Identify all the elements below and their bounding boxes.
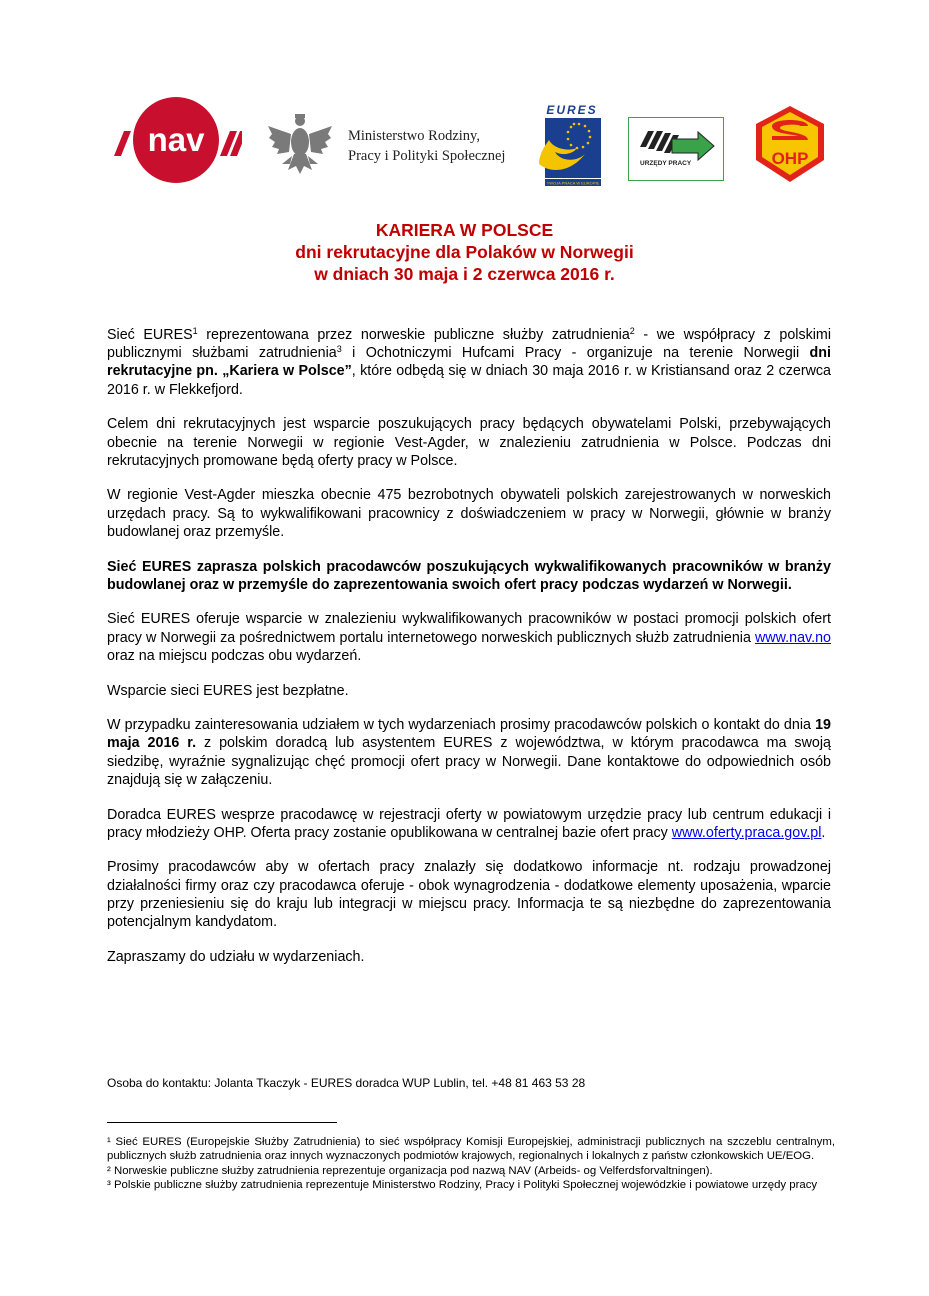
p1-text-d: i Ochotniczymi Hufcami Pracy - organizuje na terenie Norwegii — [341, 345, 810, 362]
oferty-praca-link[interactable]: www.oferty.praca.gov.pl — [671, 824, 822, 841]
ministry-logo — [266, 112, 516, 178]
paragraph-7 — [107, 716, 831, 789]
logos-bar — [0, 96, 929, 191]
ohp-logo — [752, 104, 828, 184]
title-line-2: dni rekrutacyjne dla Polaków w Norwegii — [295, 242, 634, 262]
eures-logo — [537, 102, 607, 188]
footnote-separator — [107, 1122, 337, 1123]
footnote-2-mark: ² — [107, 1164, 111, 1177]
footnote-1 — [107, 1135, 835, 1164]
nav-no-link[interactable]: www.nav.no — [754, 629, 831, 646]
footnote-2-text: Norweskie publiczne służby zatrudnienia reprezentuje organizacja pod nazwą NAV (Arbeids- og Velferdsforvaltningen). — [110, 1164, 713, 1177]
paragraph-10: Zapraszamy do udziału w wydarzeniach. — [107, 948, 365, 965]
eures-tagline: TWOJA PRACA W EUROPIE — [546, 180, 600, 186]
paragraph-9: Prosimy pracodawców aby w ofertach pracy znalazły się dodatkowo informacje nt. rodzaju prowadzonej działalności firmy oraz czy pracodawca oferuje - obok wynagrodzenia - dodatkowe elementy uposażenia, wparcie przy przeniesieniu się do kraju lub integracji w miejscu pracy. Informacja te są niezbędne do zaprezentowania potencjalnym kandydatom. — [107, 859, 831, 931]
footnote-2 — [107, 1164, 835, 1178]
p1-text-e: , które odbędą się w dniach 30 maja 2016 r. w Kristiansand oraz 2 czerwca 2016 r. w Flekkefjord. — [107, 363, 832, 398]
p4-bold-invitation: Sieć EURES zaprasza polskich pracodawców poszukujących wykwalifikowanych pracowników w branży budowlanej oraz w przemyśle do zaprezentowania swoich ofert pracy podczas wydarzeń w Norwegii. — [107, 558, 831, 593]
p1-text-a: Sieć EURES — [107, 327, 193, 343]
nav-logo — [112, 96, 242, 186]
footnotes — [107, 1135, 835, 1193]
footnote-1-text: Sieć EURES (Europejskie Służby Zatrudnienia) to sieć współpracy Komisji Europejskiej, administracji publicznych na szczeblu centralnym, publicznych służb zatrudnienia oraz innych wyznaczonych podmiotów krajowych, regionalnych i lokalnych z państw członkowskich UE/EOG. — [107, 1136, 835, 1163]
p8-text-a: Doradca EURES wesprze pracodawcę w rejestracji oferty w powiatowym urzędzie pracy lub centrum edukacji i pracy młodzieży OHP. Oferta pracy zostanie opublikowana w centralnej bazie ofert pracy — [107, 806, 831, 841]
p5-text-b: oraz na miejscu podczas obu wydarzeń. — [107, 647, 362, 664]
footnote-3-mark: ³ — [107, 1179, 111, 1192]
p7-bold-deadline: 19 maja 2016 r. — [107, 717, 831, 752]
document-title — [0, 219, 929, 285]
paragraph-2: Celem dni rekrutacyjnych jest wsparcie poszukujących pracy będących obywatelami Polski, przebywających obecnie na terenie Norwegii w regionie Vest-Agder, w znalezieniu zatrudnienia w Polsce. Podczas dni rekrutacyjnych promowane będą oferty pracy w Polsce. — [107, 416, 831, 469]
footnote-3-text: Polskie publiczne służby zatrudnienia reprezentuje Ministerstwo Rodziny, Pracy i Polityki Społecznej wojewódzkie i powiatowe urzędy pracy — [110, 1179, 818, 1192]
footnote-1-mark: ¹ — [107, 1136, 111, 1148]
p1-text-b: reprezentowana przez norweskie publiczne służby zatrudnienia — [197, 327, 630, 343]
nav-logo-text: nav — [147, 121, 205, 158]
p5-text-a: Sieć EURES oferuje wsparcie w znalezieniu wykwalifikowanych pracowników w postaci promocji polskich ofert pracy w Norwegii za pośrednictwem portalu internetowego norweskich publicznych służb zatrudnienia — [107, 611, 831, 646]
ohp-text: OHP — [771, 149, 809, 168]
title-line-3: w dniach 30 maja i 2 czerwca 2016 r. — [314, 264, 615, 284]
footnote-3 — [107, 1178, 835, 1192]
footnote-ref-2: 2 — [629, 326, 635, 336]
paragraph-4 — [107, 558, 831, 594]
eures-logo-text: EURES — [546, 103, 598, 117]
p1-text-c: - we współpracy z polskimi publicznymi służbami zatrudnienia — [107, 327, 832, 362]
contact-person: Osoba do kontaktu: Jolanta Tkaczyk - EURES doradca WUP Lublin, tel. +48 81 463 53 28 — [107, 1076, 586, 1090]
paragraph-6: Wsparcie sieci EURES jest bezpłatne. — [107, 682, 349, 699]
urzedy-pracy-text: URZĘDY PRACY — [640, 160, 692, 167]
footnote-ref-3: 3 — [336, 344, 342, 355]
ministry-name-line1: Ministerstwo Rodziny, — [348, 128, 480, 144]
paragraph-8 — [107, 806, 831, 842]
title-line-1: KARIERA W POLSCE — [375, 220, 554, 240]
eagle-emblem-icon — [266, 112, 334, 178]
urzedy-pracy-logo — [628, 117, 724, 181]
p7-text-a: W przypadku zainteresowania udziałem w tych wydarzeniach prosimy pracodawców polskich o kontakt do dnia — [107, 717, 816, 734]
paragraph-1 — [107, 326, 831, 399]
paragraph-3: W regionie Vest-Agder mieszka obecnie 475 bezrobotnych obywateli polskich zarejestrowanych w norweskich urzędach pracy. Są to wykwalifikowani pracownicy z doświadczeniem w pracy w Norwegii, głównie w branży budowlanej oraz przemyśle. — [107, 487, 831, 540]
p7-text-b: z polskim doradcą lub asystentem EURES z województwa, w którym pracodawca ma swoją siedzibę, wyraźnie sygnalizując chęć promocji ofert pracy w Norwegii. Dane kontaktowe do odpowiednich osób znajdują się w załączeniu. — [107, 735, 831, 788]
p8-text-b: . — [821, 824, 826, 841]
p1-bold-event-name: dni rekrutacyjne pn. „Kariera w Polsce” — [107, 345, 831, 380]
ministry-name-line2: Pracy i Polityki Społecznej — [348, 148, 506, 164]
paragraph-5 — [107, 610, 831, 665]
document-body — [107, 326, 831, 982]
footnote-ref-1: 1 — [192, 326, 198, 336]
